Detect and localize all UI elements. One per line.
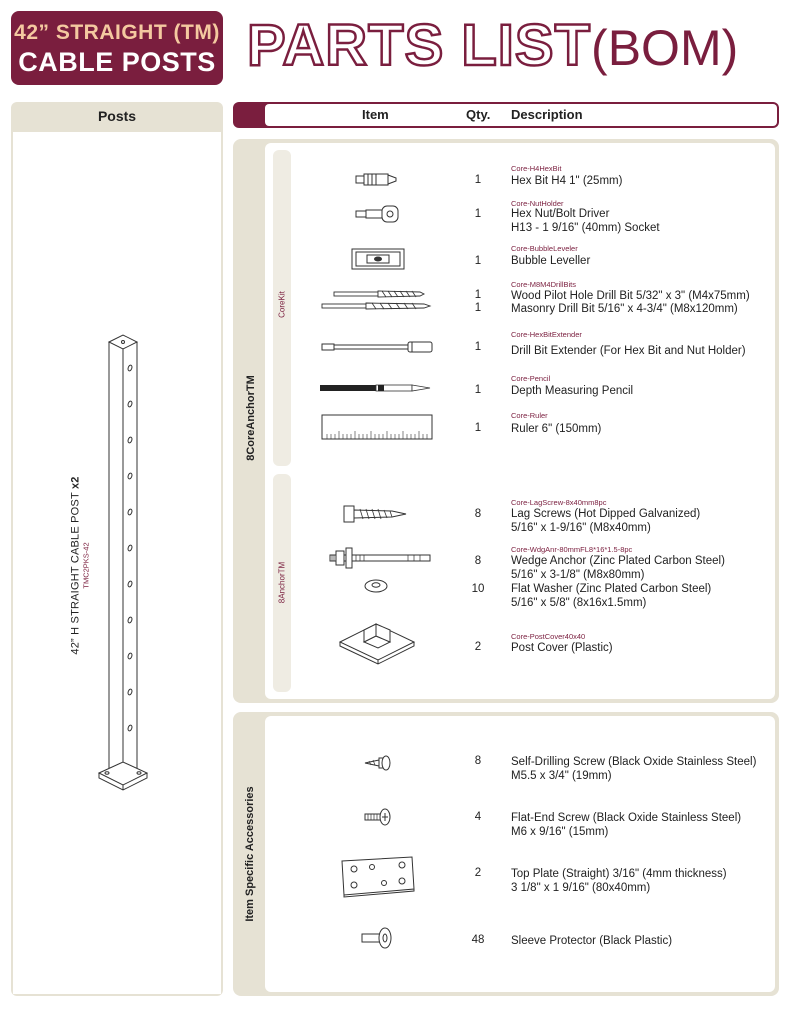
row-desc: Lag Screws (Hot Dipped Galvanized) — [511, 508, 701, 520]
row-desc-2: M6 x 9/16" (15mm) — [511, 826, 609, 838]
subgroup-anchor-label: 8AnchorTM — [277, 561, 287, 604]
row-qty: 1 — [474, 174, 482, 186]
row-code: Core-PostCover40x40 — [511, 632, 586, 641]
bit-extender-icon — [320, 340, 436, 354]
row-code: Core-HexBitExtender — [511, 330, 582, 339]
row-code: Core-WdgAnr-80mmFL8*16*1.5-8pc — [511, 545, 633, 554]
posts-heading: Posts — [11, 102, 223, 130]
group-label-accessories: Item Specific Accessories — [244, 786, 256, 922]
title-suffix: (BOM) — [591, 20, 739, 76]
row-code: Core-NutHolder — [511, 199, 564, 208]
row-qty: 1 — [474, 384, 482, 396]
row-desc: Self-Drilling Screw (Black Oxide Stainless Steel) — [511, 756, 757, 768]
row-qty: 48 — [471, 934, 485, 946]
post-label-qty: x2 — [69, 476, 82, 490]
post-cover-icon — [336, 616, 418, 666]
nut-driver-icon — [356, 205, 400, 223]
header-description: Description — [511, 107, 583, 122]
row-desc: Hex Bit H4 1" (25mm) — [511, 175, 623, 187]
header-qty: Qty. — [466, 107, 491, 122]
title-main: PARTS LIST — [247, 13, 592, 78]
row-desc: Flat-End Screw (Black Oxide Stainless Steel) — [511, 812, 742, 824]
wedge-anchor-icon — [328, 547, 432, 597]
pencil-icon — [318, 382, 436, 394]
cable-post-drawing — [95, 330, 155, 792]
flat-end-screw-icon — [363, 808, 393, 826]
product-badge — [11, 11, 223, 85]
post-label — [70, 386, 91, 746]
page-title — [247, 12, 738, 82]
row-desc: Wood Pilot Hole Drill Bit 5/32" x 3" (M4x75mm) — [511, 290, 750, 302]
row-desc: Ruler 6" (150mm) — [511, 423, 602, 435]
row-desc: Wedge Anchor (Zinc Plated Carbon Steel) — [511, 555, 725, 567]
row-qty: 1 — [474, 208, 482, 220]
row-desc: Hex Nut/Bolt Driver — [511, 208, 610, 220]
badge-line-2: CABLE POSTS — [18, 47, 216, 77]
row-code: Core-BubbleLeveler — [511, 244, 578, 253]
lag-screw-icon — [342, 504, 408, 524]
group-label-core-anchor: 8CoreAnchorTM — [245, 375, 257, 461]
hex-bit-icon — [356, 172, 398, 188]
row-desc-2: 5/16" x 1-9/16" (M8x40mm) — [511, 522, 651, 534]
post-label-text: 42” H STRAIGHT CABLE POST — [69, 492, 82, 655]
row-qty: 2 — [474, 641, 482, 653]
row-desc: Depth Measuring Pencil — [511, 385, 634, 397]
row-desc-2: H13 - 1 9/16" (40mm) Socket — [511, 222, 660, 234]
ruler-icon — [321, 414, 433, 440]
row-desc: Top Plate (Straight) 3/16" (4mm thickness) — [511, 868, 727, 880]
row-qty: 8 — [474, 755, 482, 767]
row-code: Core-M8M4DrillBits — [511, 280, 577, 289]
bubble-level-icon — [351, 248, 405, 270]
row-desc-4: 5/16" x 5/8" (8x16x1.5mm) — [511, 597, 647, 609]
row-desc-3: Flat Washer (Zinc Plated Carbon Steel) — [511, 583, 712, 595]
row-qty: 8 — [474, 555, 482, 567]
subgroup-corekit-label: CoreKit — [277, 291, 287, 318]
sleeve-protector-icon — [360, 927, 394, 949]
row-qty-2: 10 — [471, 583, 485, 595]
row-qty: 1 — [474, 255, 482, 267]
row-qty-2: 1 — [474, 302, 482, 314]
row-code: Core-Ruler — [511, 411, 548, 420]
row-desc-2: 3 1/8" x 1 9/16" (80x40mm) — [511, 882, 651, 894]
row-qty: 1 — [474, 289, 482, 301]
row-qty: 1 — [474, 341, 482, 353]
post-sku: TMC2PKS-42 — [81, 542, 91, 589]
header-item: Item — [362, 107, 389, 122]
row-code: Core-LagScrew-8x40mm8pc — [511, 498, 607, 507]
row-desc: Bubble Leveller — [511, 255, 591, 267]
row-desc: Drill Bit Extender (For Hex Bit and Nut Holder) — [511, 345, 746, 357]
row-desc-2: Masonry Drill Bit 5/16" x 4-3/4" (M8x120mm) — [511, 303, 738, 315]
badge-line-1: 42” STRAIGHT (TM) — [14, 21, 220, 44]
row-code: Core-H4HexBit — [511, 164, 562, 173]
row-desc: Post Cover (Plastic) — [511, 642, 613, 654]
self-drilling-screw-icon — [363, 755, 393, 771]
drill-bits-icon — [320, 289, 434, 313]
row-desc-2: M5.5 x 3/4" (19mm) — [511, 770, 612, 782]
row-qty: 4 — [474, 811, 482, 823]
row-code: Core-Pencil — [511, 374, 551, 383]
row-desc-2: 5/16" x 3-1/8" (M8x80mm) — [511, 569, 645, 581]
row-qty: 2 — [474, 867, 482, 879]
row-qty: 8 — [474, 508, 482, 520]
row-desc: Sleeve Protector (Black Plastic) — [511, 935, 673, 947]
top-plate-icon — [336, 855, 420, 897]
row-qty: 1 — [474, 422, 482, 434]
